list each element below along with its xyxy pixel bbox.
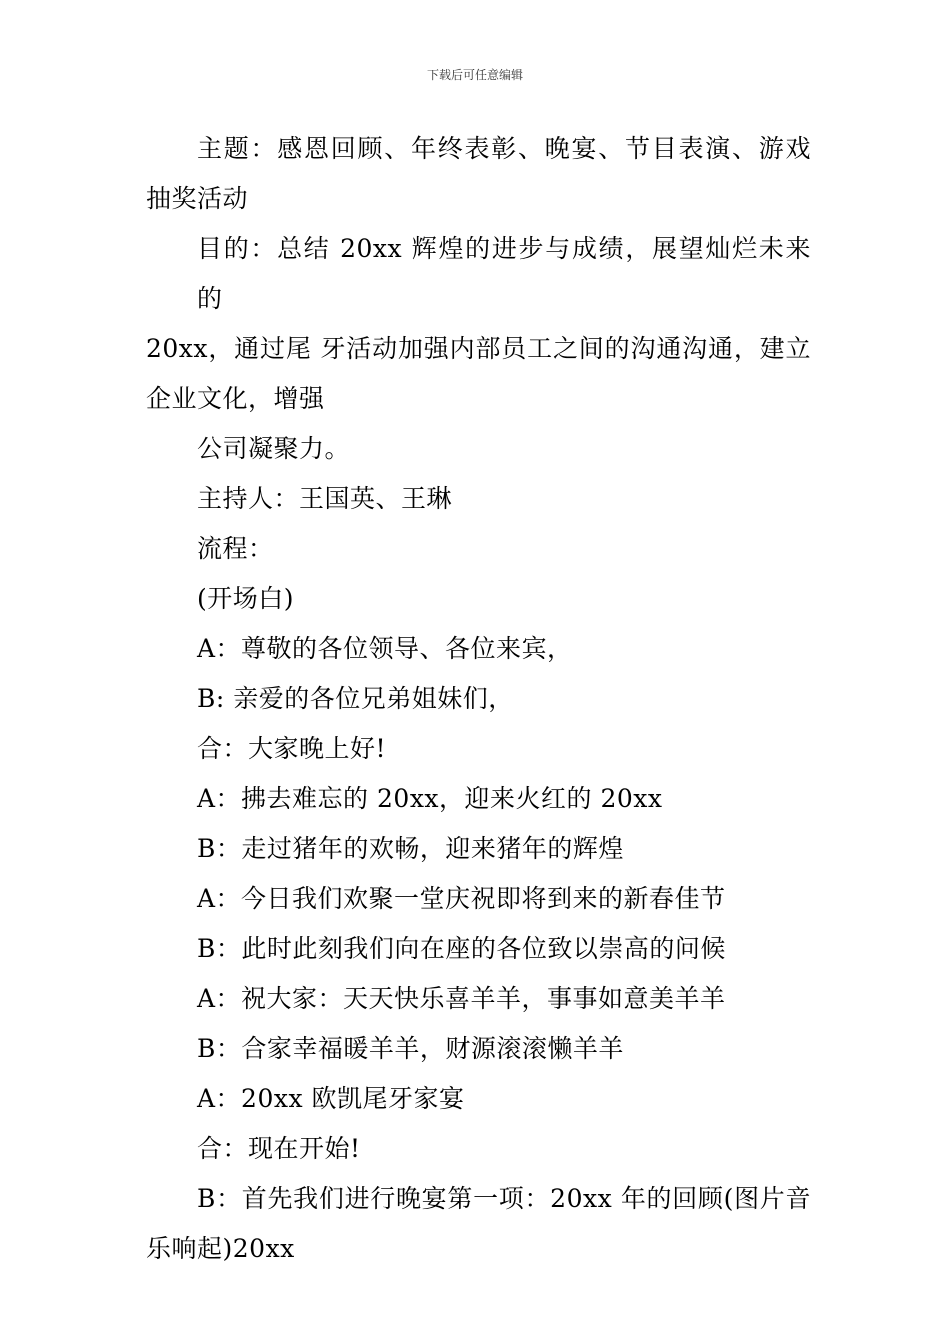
purpose-line-3: 企业文化，增强 (146, 384, 325, 413)
script-line: B: 亲爱的各位兄弟姐妹们， (197, 684, 514, 713)
script-line: A：尊敬的各位领导、各位来宾， (197, 634, 573, 663)
document-body (146, 124, 811, 1274)
script-line: A：拂去难忘的 20xx，迎来火红的 20xx (197, 784, 663, 813)
script-line: A：祝大家：天天快乐喜羊羊，事事如意美羊羊 (197, 984, 726, 1013)
script-line: A：20xx 欧凯尾牙家宴 (197, 1084, 465, 1113)
page-header: 下载后可任意编辑 (426, 68, 523, 82)
purpose-paragraph (146, 224, 811, 424)
theme-paragraph (146, 124, 811, 224)
review-paragraph (146, 1174, 811, 1274)
purpose-line-1: 目的：总结 20xx 辉煌的进步与成绩，展望灿烂未来的 (197, 234, 811, 313)
theme-line-1: 主题：感恩回顾、年终表彰、晚宴、节目表演、游戏 (197, 134, 811, 163)
theme-line-2: 抽奖活动 (146, 184, 249, 213)
process-heading: 流程： (197, 534, 274, 563)
script-line: B：此时此刻我们向在座的各位致以崇高的问候 (197, 934, 726, 963)
cohesion-line: 公司凝聚力。 (197, 434, 351, 463)
script-line: 合：现在开始! (197, 1134, 361, 1163)
hosts-line: 主持人：王国英、王琳 (197, 484, 453, 513)
opening-heading: (开场白) (197, 584, 295, 613)
review-line-1: B：首先我们进行晚宴第一项：20xx 年的回顾(图片音 (197, 1184, 811, 1213)
script-line: 合：大家晚上好! (197, 734, 387, 763)
script-line: B：走过猪年的欢畅，迎来猪年的辉煌 (197, 834, 624, 863)
script-line: B：合家幸福暖羊羊，财源滚滚懒羊羊 (197, 1034, 624, 1063)
review-line-2: 乐响起)20xx (146, 1234, 295, 1263)
purpose-line-2: 20xx，通过尾 牙活动加强内部员工之间的沟通沟通，建立 (146, 334, 811, 363)
script-line: A：今日我们欢聚一堂庆祝即将到来的新春佳节 (197, 884, 726, 913)
